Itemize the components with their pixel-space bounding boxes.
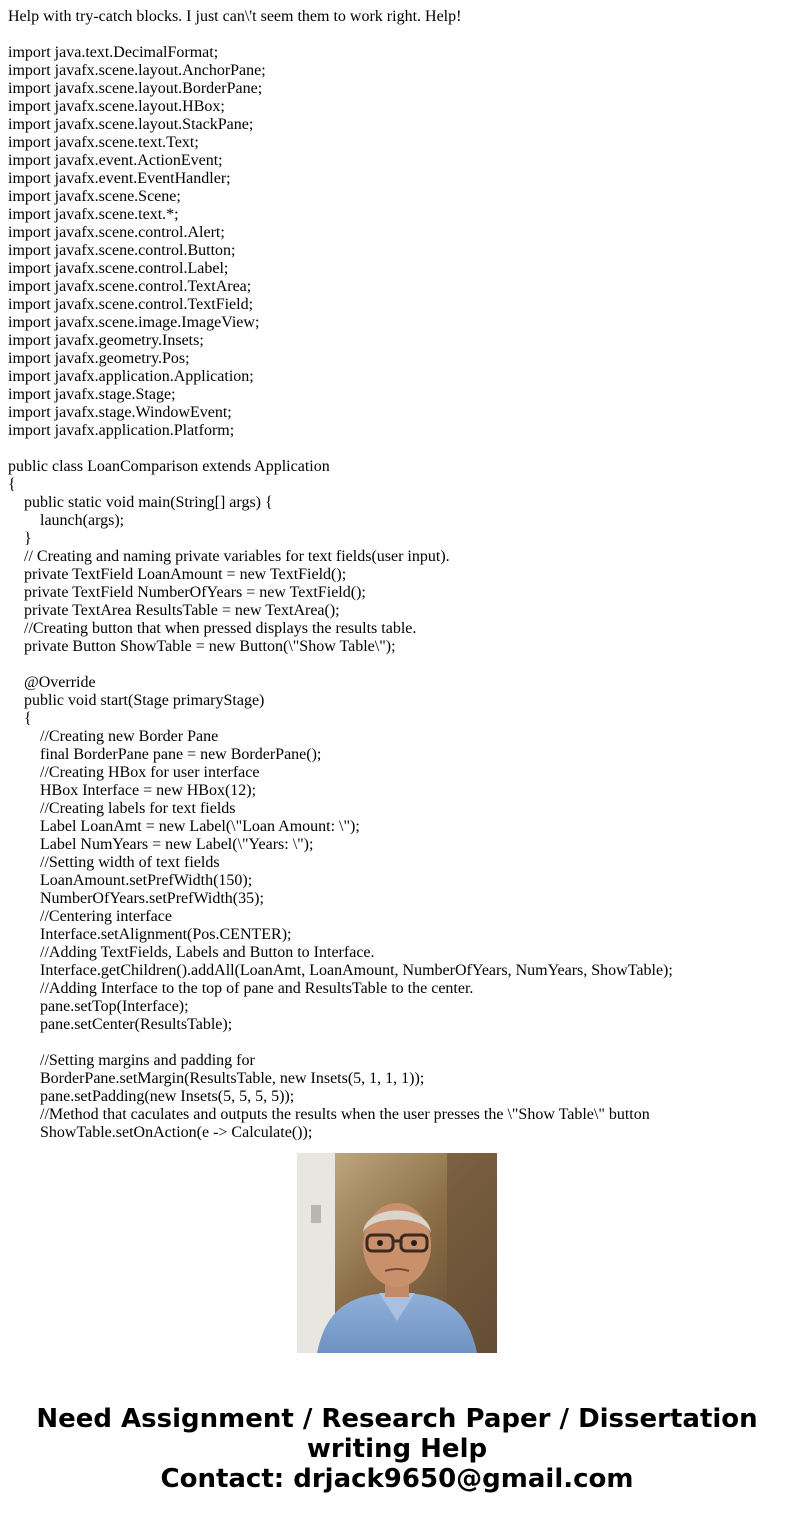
code-line: import javafx.scene.control.Alert; [8, 224, 225, 241]
code-line: import javafx.scene.control.TextField; [8, 296, 254, 313]
author-photo [297, 1153, 497, 1353]
code-line: //Creating labels for text fields [8, 800, 236, 817]
code-line: private Button ShowTable = new Button(\"Show Table\"); [8, 638, 396, 655]
promo-banner [0, 1404, 794, 1494]
code-line: import java.text.DecimalFormat; [8, 44, 219, 61]
code-line: //Creating button that when pressed displays the results table. [8, 620, 417, 637]
code-line: import javafx.scene.text.*; [8, 206, 179, 223]
code-line: public void start(Stage primaryStage) [8, 692, 265, 709]
code-line: //Setting margins and padding for [8, 1052, 255, 1069]
code-line: import javafx.geometry.Insets; [8, 332, 204, 349]
code-line: import javafx.scene.control.Button; [8, 242, 236, 259]
code-line: LoanAmount.setPrefWidth(150); [8, 872, 253, 889]
code-line [8, 440, 794, 458]
code-line: import javafx.scene.layout.AnchorPane; [8, 62, 266, 79]
code-line: import javafx.scene.layout.HBox; [8, 98, 225, 115]
code-line: //Creating HBox for user interface [8, 764, 260, 781]
code-line: //Method that caculates and outputs the results when the user presses the \"Show Table\" button [8, 1106, 650, 1123]
code-line: import javafx.scene.text.Text; [8, 134, 199, 151]
code-line: import javafx.scene.layout.BorderPane; [8, 80, 263, 97]
code-line: // Creating and naming private variables for text fields(user input). [8, 548, 450, 565]
code-line: BorderPane.setMargin(ResultsTable, new Insets(5, 1, 1, 1)); [8, 1070, 425, 1087]
code-line: private TextArea ResultsTable = new TextArea(); [8, 602, 340, 619]
code-line: public class LoanComparison extends Application [8, 458, 330, 475]
code-line: import javafx.scene.Scene; [8, 188, 181, 205]
code-line: import javafx.scene.image.ImageView; [8, 314, 260, 331]
code-line: import javafx.stage.Stage; [8, 386, 176, 403]
code-line: private TextField NumberOfYears = new TextField(); [8, 584, 366, 601]
code-line: Interface.setAlignment(Pos.CENTER); [8, 926, 292, 943]
code-line: import javafx.event.EventHandler; [8, 170, 231, 187]
code-line: NumberOfYears.setPrefWidth(35); [8, 890, 264, 907]
code-line: import javafx.geometry.Pos; [8, 350, 190, 367]
code-line: { [8, 476, 16, 493]
promo-line-1: Need Assignment / Research Paper / Dissertation [36, 1404, 758, 1434]
question-title: Help with try-catch blocks. I just can\'t seem them to work right. Help! [8, 8, 462, 25]
code-line: import javafx.application.Application; [8, 368, 254, 385]
author-avatar [297, 1153, 497, 1353]
code-line [8, 1034, 794, 1052]
code-line: import javafx.scene.control.Label; [8, 260, 229, 277]
code-line: //Adding TextFields, Labels and Button to Interface. [8, 944, 375, 961]
code-line: Interface.getChildren().addAll(LoanAmt, LoanAmount, NumberOfYears, NumYears, ShowTable); [8, 962, 673, 979]
code-line: @Override [8, 674, 96, 691]
promo-contact: Contact: drjack9650@gmail.com [160, 1464, 634, 1494]
code-line: import javafx.scene.control.TextArea; [8, 278, 252, 295]
promo-line-2: writing Help [306, 1434, 488, 1464]
code-line: public static void main(String[] args) { [8, 494, 273, 511]
code-line: Label NumYears = new Label(\"Years: \"); [8, 836, 314, 853]
code-line: //Creating new Border Pane [8, 728, 219, 745]
code-line: pane.setPadding(new Insets(5, 5, 5, 5)); [8, 1088, 295, 1105]
code-line: Label LoanAmt = new Label(\"Loan Amount: \"); [8, 818, 360, 835]
code-line: launch(args); [8, 512, 125, 529]
code-line: import javafx.stage.WindowEvent; [8, 404, 232, 421]
code-line: { [8, 710, 32, 727]
code-line: //Centering interface [8, 908, 172, 925]
code-line: pane.setTop(Interface); [8, 998, 189, 1015]
code-line: final BorderPane pane = new BorderPane(); [8, 746, 322, 763]
code-line: //Adding Interface to the top of pane and ResultsTable to the center. [8, 980, 474, 997]
code-line [8, 656, 794, 674]
code-line: } [8, 530, 32, 547]
code-line: import javafx.scene.layout.StackPane; [8, 116, 254, 133]
code-line: //Setting width of text fields [8, 854, 220, 871]
code-block [8, 44, 794, 1141]
code-line: import javafx.application.Platform; [8, 422, 235, 439]
code-line: import javafx.event.ActionEvent; [8, 152, 223, 169]
code-line: ShowTable.setOnAction(e -> Calculate()); [8, 1124, 313, 1141]
code-line: HBox Interface = new HBox(12); [8, 782, 257, 799]
code-line: pane.setCenter(ResultsTable); [8, 1016, 233, 1033]
code-line: private TextField LoanAmount = new TextField(); [8, 566, 347, 583]
